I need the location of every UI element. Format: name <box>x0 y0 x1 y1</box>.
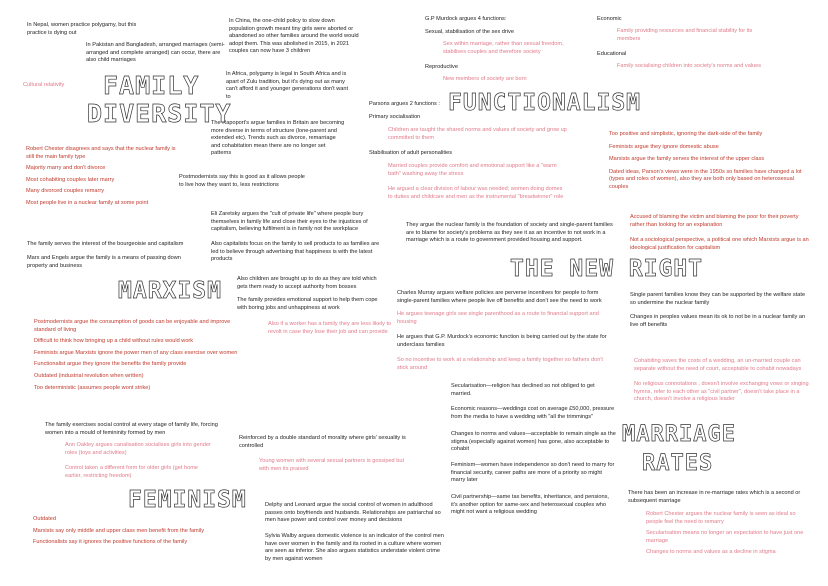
fn-labour: He argued a clear division of labour was needed; women doing domes to duties and childcare and men as the instrumental "breadwinner" role <box>388 186 564 200</box>
list-item: Many divorced couples remarry <box>26 188 105 195</box>
nr-teenage: He argues teenage girls see single parenthood as a route to financial support and housing <box>397 311 599 325</box>
list-item: Robert Chester argues the nuclear family is seen as ideal so people feel the need to remarry <box>646 511 796 525</box>
fn-reproductive: Reproductive <box>425 64 458 70</box>
nr-intro: They argue the nuclear family is the foundation of society and single-parent families are to blame for society's problems as they see it as an incentive to not work in a marriage which is a route to government provided housing and support. <box>406 222 613 244</box>
fm-social-control: The family exercises social control at every stage of family life, forcing women into a mould of femininity formed by men <box>45 422 218 436</box>
fm-criticisms-list <box>33 516 233 547</box>
fn-primary-detail: Children are taught the shared norms and values of society and grow up committed to them <box>388 127 567 141</box>
list-item: Secularisation means no longer an expectation to have just one marriage <box>646 530 804 544</box>
list-item: Outdated (industrial revolution when written) <box>34 372 144 379</box>
fm-delphy: Delphy and Leonard argue the social control of women in adulthood passes onto boyfriends and husbands. Relationships are patriarchal so men have power and control over money and decisions <box>265 502 441 524</box>
list-item: Feminists argue Marxists ignore the power men of any class exercise over women <box>34 349 238 356</box>
fd-postmodernists: Postmodernists say this is good as it allows people to live how they want to, less restrictions <box>179 174 305 188</box>
mx-capitalists: Also capitalists focus on the family to sell products to as families are led to believe through advertising that happiness is with the latest products <box>211 241 380 263</box>
list-item: Most people live in a nuclear family at some point <box>26 199 149 206</box>
fd-chester-list <box>26 146 176 208</box>
fn-primary: Primary socialisation <box>369 114 421 120</box>
fn-educational-detail: Family socialising children into society's norms and values <box>617 63 762 69</box>
nr-underclass: He argues that G.P. Murdock's economic function is being carried out by the state for underclass families <box>397 334 607 348</box>
heading-functionalism: FUNCTIONALISM <box>448 90 642 116</box>
heading-rates: RATES <box>642 451 714 476</box>
mx-criticisms-list <box>34 319 249 392</box>
list-item: Functionalists say it ignores the positive functions of the family <box>33 539 188 546</box>
fn-reproductive-detail: New members of society are born <box>443 76 527 82</box>
nr-no-incentive: So no incentive to work at a relationship and keep a family together so fathers don't stick around <box>397 357 603 371</box>
fn-sexual-detail: Sex within marriage, rather than sexual freedom, stabilises couples and therefore society <box>443 41 564 55</box>
fd-china: In China, the one-child policy to slow down population growth meant tiny girls were aborted or abandoned so other families around the world would adopt them. This was abolished in 2015, in 2021 couples can now have 3 children <box>229 18 359 55</box>
nr-single-parent: Single parent families know they can be supported by the welfare state so undermine the nuclear family <box>630 292 806 306</box>
list-item: Marxists argue the family serves the interest of the upper class <box>609 156 765 163</box>
fd-africa: In Africa, polygamy is legal in South Africa and is apart of Zulu tradition, but it's dying out as many can't afford it and younger generations don't want to <box>226 71 349 100</box>
heading-family: FAMILY <box>103 71 200 100</box>
list-item: Marxists say only middle and upper class men benefit from the family <box>33 527 204 534</box>
fn-parsons: Parsons argues 2 functions : <box>369 101 440 107</box>
fn-economic: Economic <box>597 16 622 22</box>
list-item: Too positive and simplistic, ignoring the dark-side of the family <box>609 131 763 137</box>
mr-religious: No religious connotations , doesn't involve exchanging vows or singing hymns, refer to each other as "civil partner", doesn't take place in a church, doesn't involve a religious leader <box>634 381 809 403</box>
list-item: Most cohabiting couples later marry <box>26 176 115 183</box>
heading-feminism: FEMINISM <box>128 487 247 513</box>
mr-economic: Economic reasons—weddings cost on average £50,000, pressure from the media to have a wedding with "all the trimmings" <box>451 406 615 420</box>
list-item: Outdated <box>33 516 57 522</box>
list-item: Dated ideas, Parson's views were in the 1950s so families have changed a lot (types and roles of women), also they are both only based on heterosexual couples <box>609 168 802 190</box>
nr-political: Not a sociological perspective, a political one which Marxists argue is an ideological justification for capitalism <box>630 237 809 251</box>
fd-pakistan: In Pakistan and Bangladesh, arranged marriages (semi-arranged and complete arranged) can occur, there are also child marriages <box>86 42 225 64</box>
mr-norms: Changes to norms and values—acceptable to remain single as the stigma (especially against women) has gone, also acceptable to cohabit <box>451 431 616 453</box>
heading-marxism: MARXISM <box>118 278 222 304</box>
fm-walby: Sylvia Walby argues domestic violence is an indicator of the control men have over women in the family and its rooted in a culture where women are seen as inferior. She also argues statistics understate violent crime by men against women <box>265 533 444 562</box>
mx-outlet: The family provides emotional support to help them cope with boring jobs and unhappiness at work <box>237 297 378 311</box>
fd-cultural-relativity: Cultural relativity <box>23 82 65 88</box>
nr-changes: Changes in peoples values mean its ok to not be in a nuclear family an live off benefits <box>630 314 806 328</box>
fn-stabilisation: Stabilisation of adult personalities <box>369 150 453 156</box>
list-item: Difficult to think how bringing up a child without rules would work <box>34 338 194 345</box>
mx-engels: Marx and Engels argue the family is a means of passing down property and business <box>27 255 181 269</box>
fm-oakley: Ann Oakley argues canalisation socialises girls into gender roles (toys and activities) <box>65 442 211 456</box>
heading-diversity: DIVERSITY <box>87 99 232 128</box>
heading-marriage: MARRIAGE <box>622 422 736 447</box>
list-item: Changes to norms and values as a decline in stigma <box>646 549 776 556</box>
fn-murdock: G.P Murdock argues 4 functions: <box>425 16 507 22</box>
mx-zaretsky: Eli Zaretsky argues the "cult of private life" where people bury themselves in family life and close their eyes to the injustices of capitalism, believing fulfilment is in family not the workplace <box>211 211 368 233</box>
mr-points-list <box>646 511 806 557</box>
mr-increase: There has been an increase in re-marriage rates which is a second or subsequent marriage <box>628 490 801 504</box>
mx-children: Also children are brought up to do as they are told which gets them ready to accept authority from bosses <box>237 276 377 290</box>
fd-rapoport: The Rapoport's argue families in Britain are becoming more diverse in terms of structure (lone-parent and extended etc). Trends such as divorce, remarriage and cohabitation mean there are no longer set patterns <box>211 120 345 157</box>
heading-new-right: THE NEW RIGHT <box>510 256 704 282</box>
fm-young-women: Young women with several sexual partners is gossiped but with men its praised <box>259 458 405 472</box>
fm-control: Control taken a different form for older girls (get home earlier, restricting freedom) <box>65 465 198 479</box>
fn-stabilisation-detail: Married couples provide comfort and emotional support like a "warm bath" washing away the stress <box>388 163 557 177</box>
list-item: Majority marry and don't divorce <box>26 165 106 172</box>
list-item: Robert Chester disagrees and says that the nuclear family is still the main family type <box>26 146 176 160</box>
mx-revolt: Also if a worker has a family they are less likely to revolt in case they lose their job and can provide <box>268 321 392 335</box>
list-item: Feminists argue they ignore domestic abuse <box>609 143 719 150</box>
fn-economic-detail: Family providing resources and financial stability for its members <box>617 28 753 42</box>
mr-feminism: Feminism—women have independence so don't need to marry for financial security, career paths are more of a priority so might marry later <box>451 462 615 484</box>
mr-cohabiting: Cohabiting saves the costs of a wedding, an un-married couple can separate without the need of court, acceptable to cohabit nowadays <box>634 358 802 372</box>
mr-secularisation: Secularisation—religion has declined so not obliged to get married. <box>451 383 595 397</box>
list-item: Functionalist argue they ignore the benefits the family provide <box>34 361 187 368</box>
mr-civil: Civil partnership—same tax benefits, inheritance, and pensions, it's another option for same-sex and heterosexual couples who might not want a religious wedding <box>451 494 609 516</box>
list-item: Too deterministic (assumes people wont strike) <box>34 384 151 391</box>
fm-double: Reinforced by a double standard of morality where girls' sexuality is controlled <box>239 435 406 449</box>
fn-educational: Educational <box>597 51 627 57</box>
nr-accused: Accused of blaming the victim and blaming the poor for their poverty rather than looking for an explanation <box>630 214 799 228</box>
fd-nepal: In Nepal, women practice polygamy, but this practice is dying out <box>27 22 137 36</box>
mx-bourgeoisie: The family serves the interest of the bourgeoisie and capitalism <box>27 241 184 247</box>
list-item: Postmodernists argue the consumption of goods can be enjoyable and improve standard of living <box>34 319 231 333</box>
fn-sexual: Sexual, stabilisation of the sex drive <box>425 29 514 35</box>
fn-criticisms-list <box>609 131 804 192</box>
nr-murray: Charles Murray argues welfare policies are perverse incentives for people to form single-parent families where people live off benefits and don't see the need to work <box>397 290 602 304</box>
